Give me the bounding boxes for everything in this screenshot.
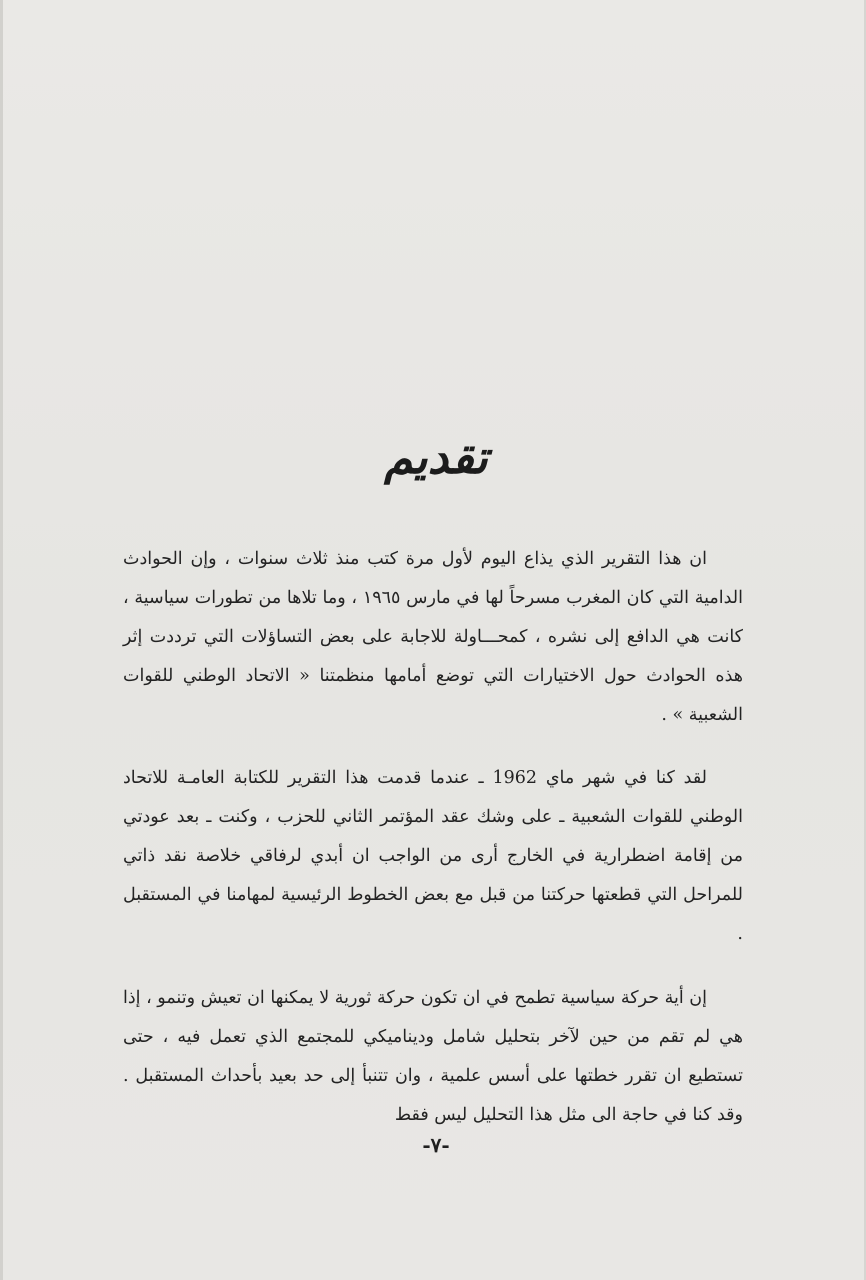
page-number: -٧- [422,1133,450,1157]
paragraph-1: ان هذا التقرير الذي يذاع اليوم لأول مرة كتب منذ ثلاث سنوات ، وإن الحوادث الدامية التي كان المغرب مسرحاً لها في مارس ١٩٦٥ ، وما تلاها من تطورات سياسية ، كانت هي الدافع إلى نشره ، كمحـــاولة للاجابة على بعض التساؤلات التي ترددت إثر هذه الحوادث حول الاختيارات التي توضع أمامها منظمتنا « الاتحاد الوطني للقوات الشعبية » . [123,549,744,725]
chapter-title: تقديم [384,430,488,484]
paragraph-2: لقد كنا في شهر ماي 1962 ـ عندما قدمت هذا التقرير للكتابة العامـة للاتحاد الوطني للقوات الشعبية ـ على وشك عقد المؤتمر الثاني للحزب ، وكنت ـ بعد عودتي من إقامة اضطرارية في الخارج أرى من الواجب ان أبدي لرفاقي خلاصة نقد ذاتي للمراحل التي قطعتها حركتنا من قبل مع بعض الخطوط الرئيسية لمهامنا في المستقبل . [123,768,743,944]
body-text [123,540,743,1135]
paragraph-3: إن أية حركة سياسية تطمح في ان تكون حركة ثورية لا يمكنها ان تعيش وتنمو ، إذا هي لم تقم من حين لآخر بتحليل شامل وديناميكي للمجتمع الذي تعمل فيه ، حتى تستطيع ان تقرر خطتها على أسس علمية ، وان تتنبأ إلى حد بعيد بأحداث المستقبل . وقد كنا في حاجة الى مثل هذا التحليل ليس فقط [122,988,743,1125]
